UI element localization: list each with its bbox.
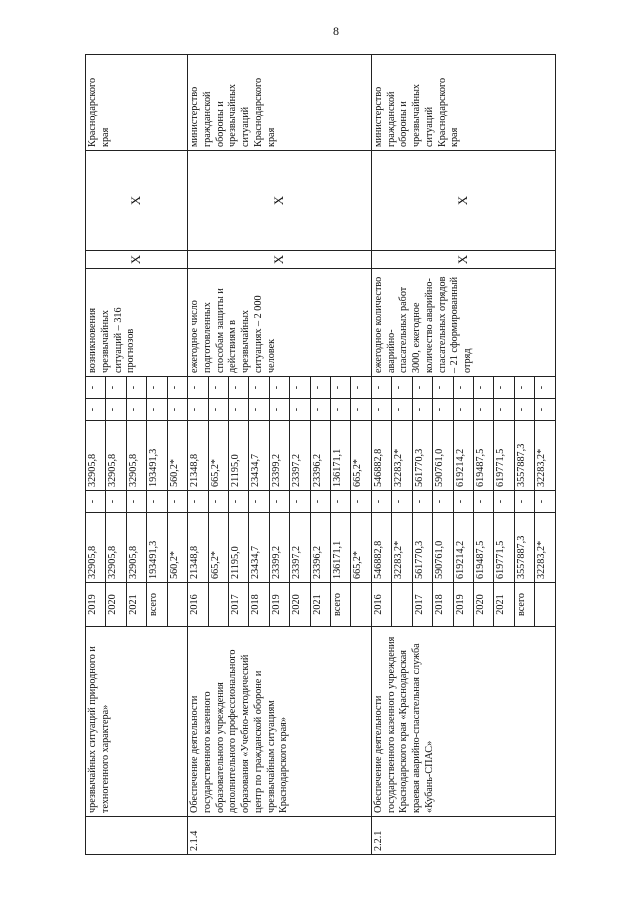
regional-value: 619771,5 bbox=[494, 421, 514, 491]
regional-value: 619487,5 bbox=[474, 421, 494, 491]
table-row bbox=[188, 55, 208, 855]
total-value: 23434,7 bbox=[249, 513, 269, 583]
local-value: - bbox=[106, 399, 126, 421]
year-cell: 2021 bbox=[126, 583, 146, 627]
year-cell: 2021 bbox=[310, 583, 330, 627]
regional-value: 23396,2 bbox=[310, 421, 330, 491]
local-value: - bbox=[392, 399, 412, 421]
federal-value: - bbox=[269, 491, 289, 513]
item-name: Обеспечение деятельности государственного казенного учреждения Краснодарского края «Краснодарская краевая аварийно-спасательная служба «Кубань-СПАС» bbox=[371, 627, 555, 817]
regional-value: 23434,7 bbox=[249, 421, 269, 491]
regional-value: 23399,2 bbox=[269, 421, 289, 491]
regional-value: 32905,8 bbox=[126, 421, 146, 491]
other-value: - bbox=[208, 377, 228, 399]
total-value: 23396,2 bbox=[310, 513, 330, 583]
federal-value: - bbox=[494, 491, 514, 513]
regional-value: 32905,8 bbox=[106, 421, 126, 491]
regional-value: 136171,1 bbox=[331, 421, 351, 491]
page-number: 8 bbox=[333, 24, 339, 38]
total-value: 23399,2 bbox=[269, 513, 289, 583]
federal-value: - bbox=[412, 491, 432, 513]
total-value: 665,2* bbox=[351, 513, 371, 583]
total-value: 546882,8 bbox=[371, 513, 391, 583]
total-value: 619771,5 bbox=[494, 513, 514, 583]
local-value: - bbox=[433, 399, 453, 421]
year-cell: 2021 bbox=[494, 583, 514, 627]
local-value: - bbox=[126, 399, 146, 421]
total-value: 3557887,3 bbox=[514, 513, 534, 583]
federal-value: - bbox=[86, 491, 106, 513]
total-value: 32283,2* bbox=[392, 513, 412, 583]
year-cell: 2020 bbox=[290, 583, 310, 627]
year-cell: 2017 bbox=[412, 583, 432, 627]
local-value: - bbox=[228, 399, 248, 421]
other-value: - bbox=[453, 377, 473, 399]
federal-value: - bbox=[392, 491, 412, 513]
total-value: 32283,2* bbox=[535, 513, 555, 583]
regional-value: 193491,3 bbox=[147, 421, 167, 491]
federal-value: - bbox=[147, 491, 167, 513]
cross-mark: X bbox=[86, 251, 188, 269]
federal-value: - bbox=[249, 491, 269, 513]
executor-text: министерство гражданской обороны и чрезвычайных ситуаций Краснодарского края bbox=[188, 55, 372, 151]
other-value: - bbox=[371, 377, 391, 399]
year-cell bbox=[208, 583, 228, 627]
total-value: 619214,2 bbox=[453, 513, 473, 583]
total-value: 560,2* bbox=[167, 513, 187, 583]
local-value: - bbox=[535, 399, 555, 421]
local-value: - bbox=[331, 399, 351, 421]
other-value: - bbox=[86, 377, 106, 399]
local-value: - bbox=[351, 399, 371, 421]
other-value: - bbox=[249, 377, 269, 399]
local-value: - bbox=[86, 399, 106, 421]
other-value: - bbox=[310, 377, 330, 399]
regional-value: 21348,8 bbox=[188, 421, 208, 491]
local-value: - bbox=[147, 399, 167, 421]
other-value: - bbox=[290, 377, 310, 399]
other-value: - bbox=[167, 377, 187, 399]
item-number: 2.1.4 bbox=[188, 817, 372, 855]
local-value: - bbox=[310, 399, 330, 421]
regional-value: 21195,0 bbox=[228, 421, 248, 491]
year-cell: 2019 bbox=[86, 583, 106, 627]
other-value: - bbox=[269, 377, 289, 399]
year-cell bbox=[535, 583, 555, 627]
table-row bbox=[371, 55, 391, 855]
local-value: - bbox=[290, 399, 310, 421]
regional-value: 32283,2* bbox=[392, 421, 412, 491]
local-value: - bbox=[453, 399, 473, 421]
federal-value: - bbox=[228, 491, 248, 513]
year-cell: всего bbox=[147, 583, 167, 627]
federal-value: - bbox=[331, 491, 351, 513]
other-value: - bbox=[106, 377, 126, 399]
total-value: 193491,3 bbox=[147, 513, 167, 583]
regional-value: 3557887,3 bbox=[514, 421, 534, 491]
regional-value: 665,2* bbox=[208, 421, 228, 491]
local-value: - bbox=[167, 399, 187, 421]
year-cell: 2019 bbox=[453, 583, 473, 627]
item-number: 2.2.1 bbox=[371, 817, 555, 855]
federal-value: - bbox=[106, 491, 126, 513]
local-value: - bbox=[412, 399, 432, 421]
year-cell: 2018 bbox=[249, 583, 269, 627]
rotated-table-container bbox=[85, 55, 555, 855]
other-value: - bbox=[535, 377, 555, 399]
indicator-text: возникновения чрезвычайных ситуаций – 316 прогнозов bbox=[86, 269, 188, 377]
federal-value: - bbox=[351, 491, 371, 513]
federal-value: - bbox=[474, 491, 494, 513]
year-cell: всего bbox=[331, 583, 351, 627]
federal-value: - bbox=[188, 491, 208, 513]
other-value: - bbox=[433, 377, 453, 399]
other-value: - bbox=[331, 377, 351, 399]
federal-value: - bbox=[433, 491, 453, 513]
total-value: 32905,8 bbox=[126, 513, 146, 583]
cross-mark: X bbox=[86, 151, 188, 251]
other-value: - bbox=[494, 377, 514, 399]
cross-mark: X bbox=[371, 251, 555, 269]
year-cell bbox=[392, 583, 412, 627]
other-value: - bbox=[228, 377, 248, 399]
total-value: 23397,2 bbox=[290, 513, 310, 583]
year-cell: 2017 bbox=[228, 583, 248, 627]
local-value: - bbox=[208, 399, 228, 421]
other-value: - bbox=[392, 377, 412, 399]
local-value: - bbox=[188, 399, 208, 421]
cross-mark: X bbox=[188, 251, 372, 269]
executor-text: министерство гражданской обороны и чрезвычайных ситуаций Краснодарского края bbox=[371, 55, 555, 151]
other-value: - bbox=[351, 377, 371, 399]
local-value: - bbox=[269, 399, 289, 421]
executor-text: Краснодарского края bbox=[86, 55, 188, 151]
federal-value: - bbox=[535, 491, 555, 513]
year-cell: 2020 bbox=[106, 583, 126, 627]
regional-value: 561770,3 bbox=[412, 421, 432, 491]
total-value: 619487,5 bbox=[474, 513, 494, 583]
total-value: 590761,0 bbox=[433, 513, 453, 583]
federal-value: - bbox=[310, 491, 330, 513]
regional-value: 32283,2* bbox=[535, 421, 555, 491]
table-row bbox=[86, 55, 106, 855]
year-cell: 2016 bbox=[188, 583, 208, 627]
total-value: 21348,8 bbox=[188, 513, 208, 583]
federal-value: - bbox=[514, 491, 534, 513]
federal-value: - bbox=[290, 491, 310, 513]
year-cell: всего bbox=[514, 583, 534, 627]
other-value: - bbox=[147, 377, 167, 399]
year-cell bbox=[167, 583, 187, 627]
regional-value: 560,2* bbox=[167, 421, 187, 491]
year-cell bbox=[351, 583, 371, 627]
year-cell: 2018 bbox=[433, 583, 453, 627]
other-value: - bbox=[126, 377, 146, 399]
total-value: 136171,1 bbox=[331, 513, 351, 583]
local-value: - bbox=[494, 399, 514, 421]
cross-mark: X bbox=[371, 151, 555, 251]
total-value: 32905,8 bbox=[86, 513, 106, 583]
total-value: 32905,8 bbox=[106, 513, 126, 583]
item-name: чрезвычайных ситуаций природного и техногенного характера» bbox=[86, 627, 188, 817]
regional-value: 590761,0 bbox=[433, 421, 453, 491]
item-number bbox=[86, 817, 188, 855]
local-value: - bbox=[371, 399, 391, 421]
federal-value: - bbox=[167, 491, 187, 513]
federal-value: - bbox=[371, 491, 391, 513]
other-value: - bbox=[514, 377, 534, 399]
year-cell: 2016 bbox=[371, 583, 391, 627]
federal-value: - bbox=[126, 491, 146, 513]
year-cell: 2020 bbox=[474, 583, 494, 627]
total-value: 561770,3 bbox=[412, 513, 432, 583]
total-value: 665,2* bbox=[208, 513, 228, 583]
regional-value: 23397,2 bbox=[290, 421, 310, 491]
federal-value: - bbox=[453, 491, 473, 513]
total-value: 21195,0 bbox=[228, 513, 248, 583]
local-value: - bbox=[514, 399, 534, 421]
table-body bbox=[86, 55, 556, 855]
year-cell: 2019 bbox=[269, 583, 289, 627]
regional-value: 32905,8 bbox=[86, 421, 106, 491]
other-value: - bbox=[412, 377, 432, 399]
cross-mark: X bbox=[188, 151, 372, 251]
other-value: - bbox=[474, 377, 494, 399]
regional-value: 619214,2 bbox=[453, 421, 473, 491]
local-value: - bbox=[249, 399, 269, 421]
program-table bbox=[85, 54, 556, 855]
regional-value: 546882,8 bbox=[371, 421, 391, 491]
local-value: - bbox=[474, 399, 494, 421]
item-name: Обеспечение деятельности государственного казенного образовательного учреждения дополнительного профессионального образования «Учебно-методический центр по гражданской обороне и чрезвычайным ситуациям Краснодарского края» bbox=[188, 627, 372, 817]
federal-value: - bbox=[208, 491, 228, 513]
indicator-text: ежегодное количество аварийно-спасательных работ 3000, ежегодное количество аварийно-спасательных отрядов – 21 сформированный отряд bbox=[371, 269, 555, 377]
other-value: - bbox=[188, 377, 208, 399]
regional-value: 665,2* bbox=[351, 421, 371, 491]
indicator-text: ежегодное число подготовленных способам защиты и действиям в чрезвычайных ситуациях – 2 000 человек bbox=[188, 269, 372, 377]
